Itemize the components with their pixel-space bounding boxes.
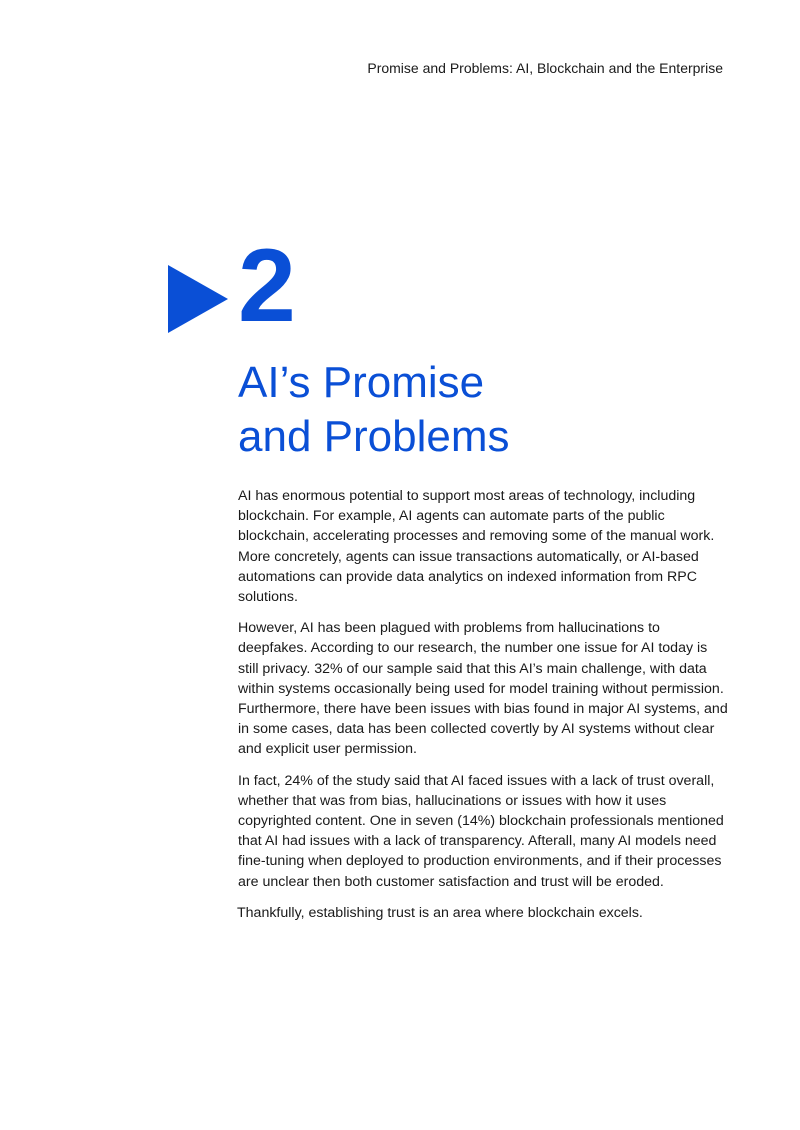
body-text — [238, 486, 728, 934]
chapter-title-line-2: and Problems — [238, 412, 510, 461]
paragraph-4: Thankfully, establishing trust is an area where blockchain excels. — [237, 904, 643, 921]
chapter-title — [238, 356, 509, 464]
paragraph-2: However, AI has been plagued with problems from hallucinations to deepfakes. According to our research, the number one issue for AI today is still privacy. 32% of our sample said that this AI’s main challenge, with data within systems occasionally being used for model training without permission. Furthermore, there have been issues with bias found in major AI systems, and in some cases, data has been collected covertly by AI systems without clear and explicit user permission. — [238, 620, 728, 758]
play-triangle-icon — [168, 265, 228, 333]
running-header: Promise and Problems: AI, Blockchain and the Enterprise — [367, 60, 723, 76]
paragraph-3: In fact, 24% of the study said that AI faced issues with a lack of trust overall, whether that was from bias, hallucinations or issues with how it uses copyrighted content. One in seven (14%) blockchain professionals mentioned that AI had issues with a lack of transparency. Afterall, many AI models need fine-tuning when deployed to production environments, and if their processes are unclear then both customer satisfaction and trust will be eroded. — [238, 772, 724, 890]
chapter-title-line-1: AI’s Promise — [238, 358, 485, 407]
paragraph-1: AI has enormous potential to support most areas of technology, including blockchain. For example, AI agents can automate parts of the public blockchain, accelerating processes and removing some of the manual work. More concretely, agents can issue transactions automatically, or AI-based automations can provide data analytics on indexed information from RPC solutions. — [238, 488, 715, 606]
chapter-number: 2 — [238, 228, 294, 344]
